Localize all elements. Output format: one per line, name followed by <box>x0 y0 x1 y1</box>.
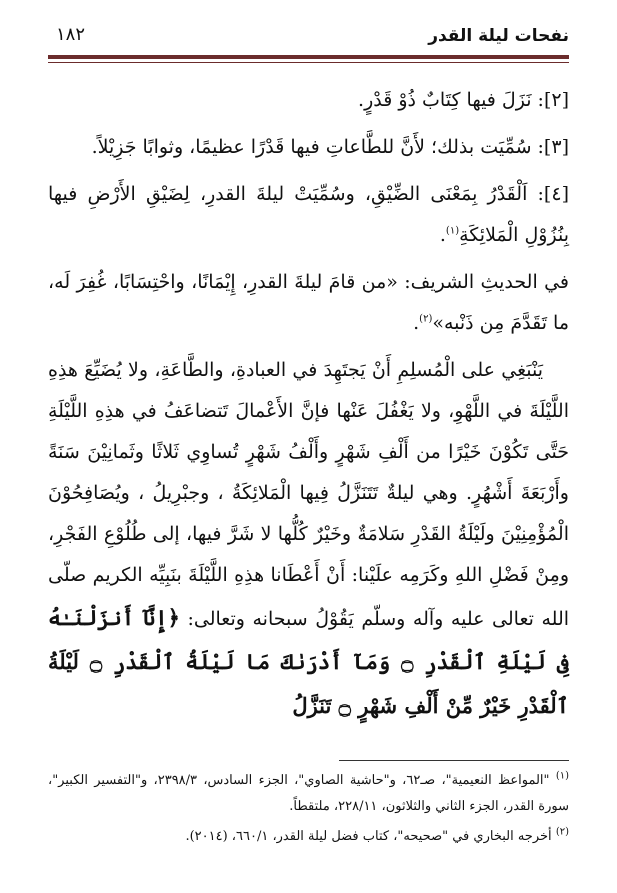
paragraph-hadith: في الحديثِ الشريف: «من قامَ ليلةَ القدرِ، إِيْمَانًا، واحْتِسَابًا، غُفِرَ لَه، ما تَقَدَّمَ مِن ذَنْبه»$^{(٢)}$. <box>48 271 569 334</box>
footnote-1: $^{(١)}$ "المواعظ النعيمية"، صـ٦٢، و"حاشية الصاوي"، الجزء السادس، ٢٣٩٨/٣، و"التفسير الكبير"، سورة القدر، الجزء الثاني والثلاثون، ٢٢٨/١١، ملتقطاً. <box>48 770 569 814</box>
paragraph-reason-3: [٣]: سُمِّيَت بذلك؛ لأَنَّ للطَّاعاتِ فيها قَدْرًا عظيمًا، وثوابًا جَزِيْلاً. <box>91 136 569 158</box>
main-text <box>48 80 569 734</box>
page-header <box>48 22 569 52</box>
header-rule-thick <box>48 55 569 59</box>
paragraph-main: يَنْبَغِي على الْمُسلِمِ أَنْ يَجتَهِدَ في العبادةِ، والطَّاعَةِ، ولا يُضَيِّعَ هذِهِ اللَّيْلَةَ في اللَّهْوِ، ولا يَغْفُلَ عَنْها فإنَّ الأَعْمالَ تَتضاعَفُ في هذِهِ اللَّيْلَةِ حَتَّى تَكُوْنَ خَيْرًا من أَلْفِ شَهْرٍ وأَلْفُ شَهْرٍ تُساوِي ثَلاثًا وثَمانِيْنَ سَنَةً وأَرْبَعَةَ أَشْهُرٍ. وهي ليلةٌ تَتَنَزَّلُ فِيها الْمَلائِكَةُ ، وجبْرِيلُ ، ويُصَافِحُوْنَ الْمُؤْمِنِيْنَ ولَيْلَةُ القَدْرِ سَلامَةٌ وخَيْرٌ كُلُّها لا شَرَّ فيها، إلى طُلُوْعِ الفَجْرِ، ومِنْ فَضْلِ اللهِ وكَرَمِه علَيْنا: أَنْ أَعْطَانا هذِهِ اللَّيْلَةَ بنَبِيِّه الكريم صلّى الله تعالى عليه وآله وسلّم يَقُوْلُ سبحانه وتعالى: ﴿إِنَّآ أَنزَلْنَـٰهُ فِى لَيْلَةِ ٱلْقَدْرِ ۝ وَمَآ أَدْرَىٰكَ مَا لَيْلَةُ ٱلْقَدْرِ ۝ لَيْلَةُ ٱلْقَدْرِ خَيْرٌ مِّنْ أَلْفِ شَهْرٍ ۝ تَنَزَّلُ <box>48 359 570 718</box>
paragraph-reason-2: [٢]: نَزَلَ فيها كِتَابٌ ذُوْ قَدْرٍ. <box>358 89 569 111</box>
footnote-mark: (١) <box>555 770 569 782</box>
footnote-ref-2[interactable]: (٢) <box>419 313 433 325</box>
page-number: ١٨٢ <box>56 24 86 45</box>
footnote-mark: (٢) <box>555 826 569 838</box>
footnotes <box>48 768 569 854</box>
header-rule-thin <box>48 62 569 63</box>
footnote-separator <box>339 760 569 761</box>
footnote-ref-1[interactable]: (١) <box>445 225 460 237</box>
quran-verse: ﴿إِنَّآ أَنزَلْنَـٰهُ فِى لَيْلَةِ ٱلْقَدْرِ ۝ وَمَآ أَدْرَىٰكَ مَا لَيْلَةُ ٱلْقَدْرِ ۝ لَيْلَةُ ٱلْقَدْرِ خَيْرٌ مِّنْ أَلْفِ شَهْرٍ ۝ تَنَزَّلُ <box>48 605 569 718</box>
running-title: نفحات ليلة القدر <box>428 26 569 46</box>
footnote-2: $^{(٢)}$ أخرجه البخاري في "صحيحه"، كتاب فضل ليلة القدر، ٦٦٠/١، (٢٠١٤). <box>185 826 569 844</box>
paragraph-reason-4: [٤]: اَلْقَدْرُ بِمَعْنَى الضِّيْقِ، وسُمِّيَتْ ليلةَ القدرِ، لِضَيْقِ الأَرْضِ فيها بِنُزُوْلِ الْمَلائِكَةِ$^{(١)}$. <box>48 183 569 246</box>
